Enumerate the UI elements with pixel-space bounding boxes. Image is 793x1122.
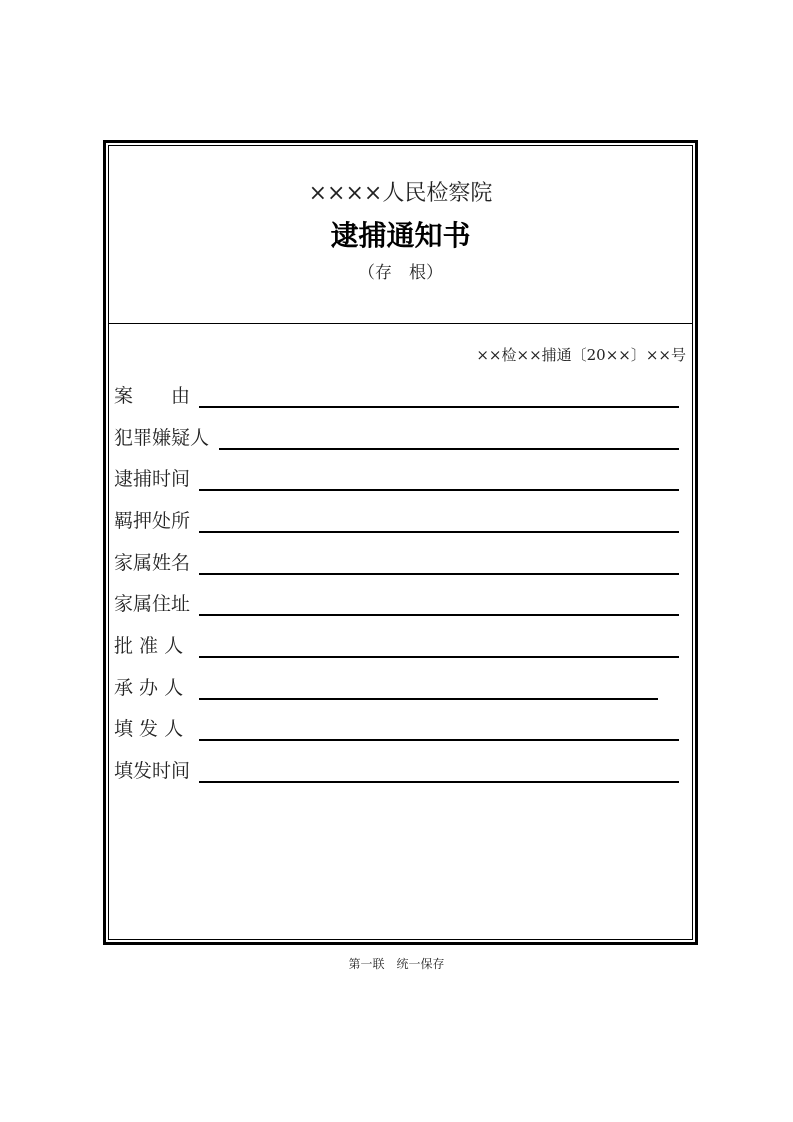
field-label: 羁押处所	[114, 510, 191, 532]
detention-place-field[interactable]	[199, 531, 679, 533]
field-label: 承 办 人	[114, 677, 184, 699]
arrest-time-field[interactable]	[199, 489, 679, 491]
court-name: ××××人民检察院	[308, 181, 493, 206]
field-label: 犯罪嫌疑人	[114, 427, 210, 449]
field-label: 填发时间	[114, 760, 191, 782]
document-subtitle: （存 根）	[358, 263, 443, 283]
field-row-family-address	[114, 586, 679, 616]
issuer-field[interactable]	[199, 739, 679, 741]
case-reason-field[interactable]	[199, 406, 679, 408]
field-label: 案 由	[114, 385, 191, 407]
suspect-field[interactable]	[219, 448, 679, 450]
field-row-family-name	[114, 545, 679, 575]
field-label: 家属住址	[114, 593, 191, 615]
field-label: 逮捕时间	[114, 468, 191, 490]
family-name-field[interactable]	[199, 573, 679, 575]
field-row-issue-time	[114, 753, 679, 783]
footer-note: 第一联 统一保存	[348, 957, 445, 971]
field-label: 家属姓名	[114, 552, 191, 574]
approver-field[interactable]	[199, 656, 679, 658]
issue-time-field[interactable]	[199, 781, 679, 783]
field-row-approver	[114, 628, 679, 658]
field-row-handler	[114, 670, 658, 700]
document-title: 逮捕通知书	[330, 219, 471, 252]
field-row-issuer	[114, 711, 679, 741]
family-address-field[interactable]	[199, 614, 679, 616]
field-row-case-reason	[114, 378, 679, 408]
form-header	[109, 146, 692, 324]
field-row-arrest-time	[114, 461, 679, 491]
field-label: 批 准 人	[114, 635, 184, 657]
document-number: ××检××捕通〔20××〕××号	[476, 346, 686, 364]
form-inner-border	[108, 145, 693, 940]
handler-field[interactable]	[199, 698, 658, 700]
field-label: 填 发 人	[114, 718, 184, 740]
form-outer-border	[103, 140, 698, 945]
field-row-suspect	[114, 420, 679, 450]
field-row-detention-place	[114, 503, 679, 533]
